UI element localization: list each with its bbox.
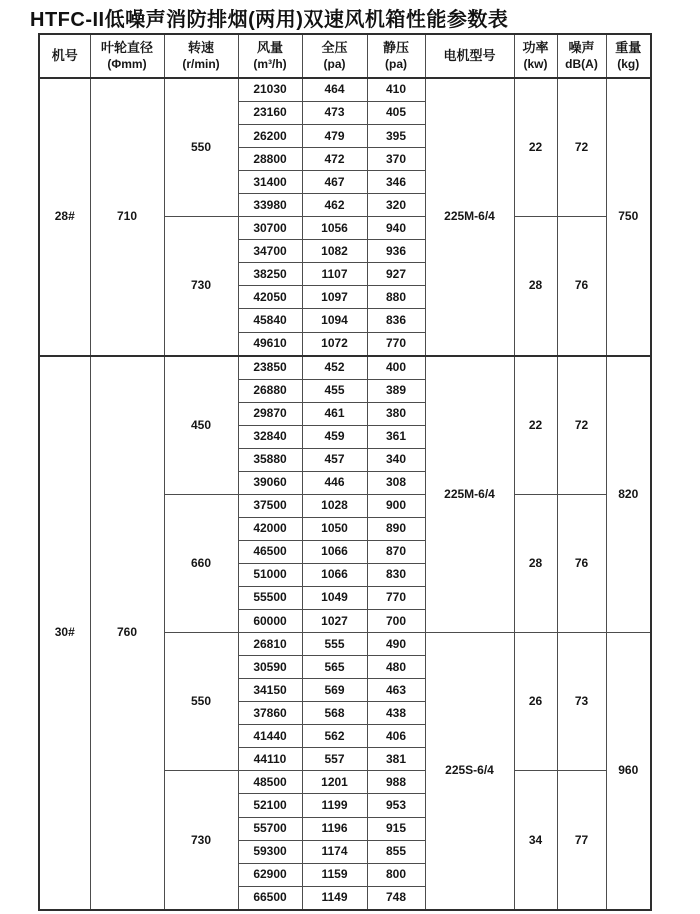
col-header-power: 功率 (kw) xyxy=(514,34,557,78)
total-pressure-cell: 1094 xyxy=(302,309,367,332)
airflow-cell: 34150 xyxy=(238,679,302,702)
total-pressure-cell: 1028 xyxy=(302,494,367,517)
airflow-cell: 37860 xyxy=(238,702,302,725)
total-pressure-cell: 459 xyxy=(302,425,367,448)
total-pressure-cell: 473 xyxy=(302,102,367,125)
total-pressure-cell: 1097 xyxy=(302,286,367,309)
weight-cell: 820 xyxy=(606,356,651,633)
total-pressure-cell: 1174 xyxy=(302,840,367,863)
airflow-cell: 52100 xyxy=(238,794,302,817)
total-pressure-cell: 1050 xyxy=(302,517,367,540)
total-pressure-cell: 1082 xyxy=(302,240,367,263)
machine-no-cell: 30# xyxy=(39,356,90,910)
page-title: HTFC-II低噪声消防排烟(两用)双速风机箱性能参数表 xyxy=(30,9,509,31)
col-header-static-pressure: 静压 (pa) xyxy=(367,34,425,78)
total-pressure-cell: 1066 xyxy=(302,563,367,586)
static-pressure-cell: 340 xyxy=(367,448,425,471)
static-pressure-cell: 836 xyxy=(367,309,425,332)
static-pressure-cell: 940 xyxy=(367,217,425,240)
static-pressure-cell: 463 xyxy=(367,679,425,702)
airflow-cell: 42050 xyxy=(238,286,302,309)
total-pressure-cell: 464 xyxy=(302,78,367,102)
total-pressure-cell: 452 xyxy=(302,356,367,380)
speed-cell: 550 xyxy=(164,633,238,771)
static-pressure-cell: 346 xyxy=(367,171,425,194)
airflow-cell: 62900 xyxy=(238,863,302,886)
airflow-cell: 46500 xyxy=(238,540,302,563)
noise-cell: 72 xyxy=(557,356,606,495)
total-pressure-cell: 555 xyxy=(302,633,367,656)
table-row xyxy=(39,78,651,102)
motor-model-cell: 225M-6/4 xyxy=(425,78,514,356)
col-header-noise: 噪声 dB(A) xyxy=(557,34,606,78)
airflow-cell: 32840 xyxy=(238,425,302,448)
total-pressure-cell: 1196 xyxy=(302,817,367,840)
static-pressure-cell: 855 xyxy=(367,840,425,863)
airflow-cell: 33980 xyxy=(238,194,302,217)
airflow-cell: 30590 xyxy=(238,656,302,679)
total-pressure-cell: 562 xyxy=(302,725,367,748)
total-pressure-cell: 457 xyxy=(302,448,367,471)
airflow-cell: 23850 xyxy=(238,356,302,380)
static-pressure-cell: 361 xyxy=(367,425,425,448)
airflow-cell: 45840 xyxy=(238,309,302,332)
airflow-cell: 29870 xyxy=(238,402,302,425)
speed-cell: 550 xyxy=(164,78,238,217)
static-pressure-cell: 406 xyxy=(367,725,425,748)
static-pressure-cell: 410 xyxy=(367,78,425,102)
airflow-cell: 48500 xyxy=(238,771,302,794)
airflow-cell: 35880 xyxy=(238,448,302,471)
col-header-impeller-diameter: 叶轮直径 (Φmm) xyxy=(90,34,164,78)
static-pressure-cell: 400 xyxy=(367,356,425,380)
total-pressure-cell: 1027 xyxy=(302,610,367,633)
static-pressure-cell: 770 xyxy=(367,332,425,356)
static-pressure-cell: 370 xyxy=(367,148,425,171)
static-pressure-cell: 936 xyxy=(367,240,425,263)
total-pressure-cell: 1072 xyxy=(302,332,367,356)
total-pressure-cell: 461 xyxy=(302,402,367,425)
airflow-cell: 55700 xyxy=(238,817,302,840)
airflow-cell: 55500 xyxy=(238,587,302,610)
motor-model-cell: 225S-6/4 xyxy=(425,633,514,910)
total-pressure-cell: 1149 xyxy=(302,886,367,910)
noise-cell: 72 xyxy=(557,78,606,217)
weight-cell: 960 xyxy=(606,633,651,910)
power-cell: 26 xyxy=(514,633,557,771)
static-pressure-cell: 953 xyxy=(367,794,425,817)
airflow-cell: 38250 xyxy=(238,263,302,286)
power-cell: 34 xyxy=(514,771,557,910)
speed-cell: 730 xyxy=(164,771,238,910)
table-body xyxy=(39,78,651,910)
airflow-cell: 34700 xyxy=(238,240,302,263)
static-pressure-cell: 700 xyxy=(367,610,425,633)
airflow-cell: 21030 xyxy=(238,78,302,102)
total-pressure-cell: 569 xyxy=(302,679,367,702)
speed-cell: 450 xyxy=(164,356,238,495)
airflow-cell: 60000 xyxy=(238,610,302,633)
noise-cell: 77 xyxy=(557,771,606,910)
airflow-cell: 31400 xyxy=(238,171,302,194)
impeller-diameter-cell: 710 xyxy=(90,78,164,356)
airflow-cell: 44110 xyxy=(238,748,302,771)
speed-cell: 730 xyxy=(164,217,238,356)
airflow-cell: 42000 xyxy=(238,517,302,540)
power-cell: 28 xyxy=(514,494,557,632)
static-pressure-cell: 870 xyxy=(367,540,425,563)
total-pressure-cell: 1199 xyxy=(302,794,367,817)
col-header-airflow: 风量 (m³/h) xyxy=(238,34,302,78)
table-row xyxy=(39,356,651,380)
static-pressure-cell: 308 xyxy=(367,471,425,494)
total-pressure-cell: 1056 xyxy=(302,217,367,240)
total-pressure-cell: 1066 xyxy=(302,540,367,563)
static-pressure-cell: 405 xyxy=(367,102,425,125)
total-pressure-cell: 1159 xyxy=(302,863,367,886)
col-header-speed: 转速 (r/min) xyxy=(164,34,238,78)
static-pressure-cell: 890 xyxy=(367,517,425,540)
total-pressure-cell: 557 xyxy=(302,748,367,771)
noise-cell: 73 xyxy=(557,633,606,771)
static-pressure-cell: 830 xyxy=(367,563,425,586)
table-header-row xyxy=(39,34,651,78)
airflow-cell: 51000 xyxy=(238,563,302,586)
static-pressure-cell: 490 xyxy=(367,633,425,656)
airflow-cell: 41440 xyxy=(238,725,302,748)
static-pressure-cell: 915 xyxy=(367,817,425,840)
static-pressure-cell: 900 xyxy=(367,494,425,517)
static-pressure-cell: 389 xyxy=(367,379,425,402)
power-cell: 22 xyxy=(514,356,557,495)
static-pressure-cell: 927 xyxy=(367,263,425,286)
col-header-weight: 重量 (kg) xyxy=(606,34,651,78)
airflow-cell: 49610 xyxy=(238,332,302,356)
static-pressure-cell: 320 xyxy=(367,194,425,217)
power-cell: 28 xyxy=(514,217,557,356)
static-pressure-cell: 800 xyxy=(367,863,425,886)
speed-cell: 660 xyxy=(164,494,238,632)
static-pressure-cell: 988 xyxy=(367,771,425,794)
static-pressure-cell: 480 xyxy=(367,656,425,679)
static-pressure-cell: 380 xyxy=(367,402,425,425)
motor-model-cell: 225M-6/4 xyxy=(425,356,514,633)
col-header-motor-model: 电机型号 xyxy=(425,34,514,78)
machine-no-cell: 28# xyxy=(39,78,90,356)
total-pressure-cell: 472 xyxy=(302,148,367,171)
airflow-cell: 66500 xyxy=(238,886,302,910)
col-header-total-pressure: 全压 (pa) xyxy=(302,34,367,78)
static-pressure-cell: 395 xyxy=(367,125,425,148)
col-header-machine-no: 机号 xyxy=(39,34,90,78)
static-pressure-cell: 748 xyxy=(367,886,425,910)
total-pressure-cell: 565 xyxy=(302,656,367,679)
static-pressure-cell: 381 xyxy=(367,748,425,771)
airflow-cell: 26200 xyxy=(238,125,302,148)
total-pressure-cell: 462 xyxy=(302,194,367,217)
airflow-cell: 39060 xyxy=(238,471,302,494)
performance-table xyxy=(38,33,652,911)
total-pressure-cell: 455 xyxy=(302,379,367,402)
total-pressure-cell: 446 xyxy=(302,471,367,494)
power-cell: 22 xyxy=(514,78,557,217)
total-pressure-cell: 1107 xyxy=(302,263,367,286)
total-pressure-cell: 479 xyxy=(302,125,367,148)
total-pressure-cell: 467 xyxy=(302,171,367,194)
weight-cell: 750 xyxy=(606,78,651,356)
static-pressure-cell: 770 xyxy=(367,587,425,610)
airflow-cell: 37500 xyxy=(238,494,302,517)
airflow-cell: 26880 xyxy=(238,379,302,402)
total-pressure-cell: 568 xyxy=(302,702,367,725)
airflow-cell: 59300 xyxy=(238,840,302,863)
impeller-diameter-cell: 760 xyxy=(90,356,164,910)
airflow-cell: 28800 xyxy=(238,148,302,171)
total-pressure-cell: 1201 xyxy=(302,771,367,794)
static-pressure-cell: 438 xyxy=(367,702,425,725)
static-pressure-cell: 880 xyxy=(367,286,425,309)
airflow-cell: 23160 xyxy=(238,102,302,125)
airflow-cell: 30700 xyxy=(238,217,302,240)
airflow-cell: 26810 xyxy=(238,633,302,656)
total-pressure-cell: 1049 xyxy=(302,587,367,610)
noise-cell: 76 xyxy=(557,494,606,632)
noise-cell: 76 xyxy=(557,217,606,356)
